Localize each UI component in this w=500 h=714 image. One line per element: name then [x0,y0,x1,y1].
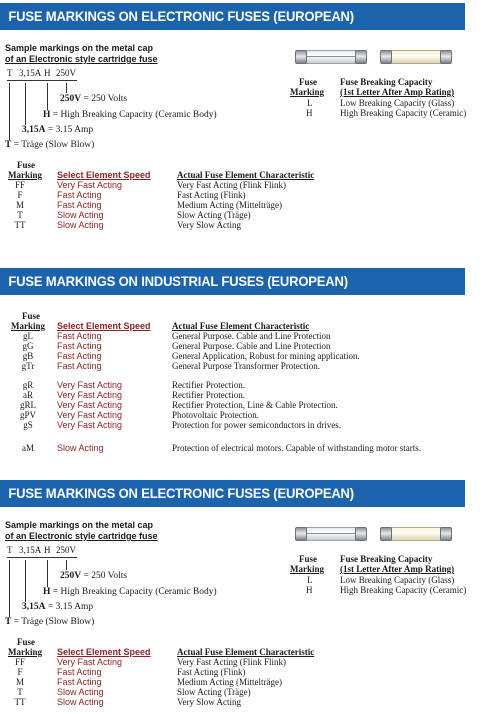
legend-amp-text: = 3.15 Amp [47,602,94,612]
table-row-speed: Slow Acting [57,443,104,453]
table-row-speed: Slow Acting [57,210,104,220]
table-row-characteristic: Rectifier Protection, Line & Cable Protection. [172,400,338,410]
table-row-speed: Very Fast Acting [57,380,123,390]
sample-heading-line2: of an Electronic style cartridge fuse [5,531,158,541]
table-row-characteristic: Photovoltaic Protection. [172,410,259,420]
legend-t-text: = Träge (Slow Blow) [13,617,95,627]
table-row-speed: Very Fast Acting [57,657,123,667]
capacity-row-desc: High Breaking Capacity (Ceramic) [340,585,467,595]
capacity-header-title: Fuse Breaking Capacity [340,77,433,87]
legend-h-code: H [43,110,51,120]
table-row-speed: Fast Acting [57,677,102,687]
marking-code-t: T [7,68,13,78]
marking-code-t: T [7,545,13,555]
table-row-marking: gS [23,420,33,430]
table-row-speed: Very Fast Acting [57,180,123,190]
speed-header-marking: Marking [8,647,43,657]
table-row-characteristic: Fast Acting (Flink) [177,667,246,677]
table-row-characteristic: Fast Acting (Flink) [177,190,246,200]
capacity-row-marking: L [307,575,313,585]
table-row-characteristic: Very Slow Acting [177,697,241,707]
legend-amp-code: 3,15A [22,602,46,612]
marking-code-volt: 250V [56,545,76,555]
connector-volt [66,560,67,570]
ind-header-characteristic: Actual Fuse Element Characteristic [172,321,310,331]
table-row-speed: Fast Acting [57,331,102,341]
table-row-marking: gR [22,380,34,390]
speed-header-characteristic: Actual Fuse Element Characteristic [177,170,315,180]
legend-t-text: = Träge (Slow Blow) [13,140,95,150]
table-row-speed: Very Fast Acting [57,400,123,410]
table-row-characteristic: Very Fast Acting (Flink Flink) [177,180,287,190]
table-row-characteristic: General Purpose. Cable and Line Protection [172,331,331,341]
connector-amp [25,560,26,602]
table-row-marking: gTr [21,361,35,371]
table-row-speed: Very Fast Acting [57,420,123,430]
section-banner-industrial: FUSE MARKINGS ON INDUSTRIAL FUSES (EUROPEAN) [0,268,465,295]
table-row-characteristic: Rectifier Protection. [172,390,245,400]
table-row-speed: Very Fast Acting [57,410,123,420]
table-row-characteristic: Very Fast Acting (Flink Flink) [177,657,287,667]
capacity-header-subtitle: (1st Letter After Amp Rating) [340,87,455,97]
connector-t [9,560,10,617]
table-row-marking: gL [23,331,33,341]
table-row-marking: FF [14,657,25,667]
table-row-marking: FF [14,180,25,190]
legend-h-text: = High Breaking Capacity (Ceramic Body) [52,587,217,597]
marking-code-h: H [44,68,51,78]
table-row-speed: Fast Acting [57,200,102,210]
speed-header-speed: Select Element Speed [57,647,151,657]
capacity-row-marking: H [306,108,313,118]
ind-header-marking: Marking [11,321,46,331]
capacity-header-marking: Marking [290,564,325,574]
table-row-marking: aM [22,443,34,453]
capacity-row-desc: Low Breaking Capacity (Glass) [340,575,455,585]
speed-header-characteristic: Actual Fuse Element Characteristic [177,647,315,657]
legend-amp-text: = 3.15 Amp [47,125,94,135]
table-row-marking: aR [23,390,33,400]
table-row-marking: gRL [19,400,36,410]
capacity-row-marking: H [306,585,313,595]
speed-header-fuse: Fuse [17,637,35,647]
capacity-header-marking: Marking [290,87,325,97]
table-row-marking: gPV [19,410,36,420]
table-row-speed: Fast Acting [57,190,102,200]
legend-h-code: H [43,587,51,597]
legend-volt-code: 250V [60,94,82,104]
legend-t-code: T [5,617,12,627]
legend-h-text: = High Breaking Capacity (Ceramic Body) [52,110,217,120]
sample-heading-line1: Sample markings on the metal cap [5,520,154,530]
table-row-speed: Fast Acting [57,667,102,677]
table-row-speed: Slow Acting [57,220,104,230]
table-row-marking: gG [22,341,34,351]
table-row-characteristic: General Purpose Transformer Protection. [172,361,320,371]
table-row-characteristic: Rectifier Protection. [172,380,245,390]
capacity-header-subtitle: (1st Letter After Amp Rating) [340,564,455,574]
ind-header-speed: Select Element Speed [57,321,151,331]
table-row-speed: Fast Acting [57,361,102,371]
capacity-row-marking: L [307,98,313,108]
table-row-characteristic: Very Slow Acting [177,220,241,230]
capacity-row-desc: Low Breaking Capacity (Glass) [340,98,455,108]
connector-volt [66,83,67,93]
table-row-speed: Very Fast Acting [57,390,123,400]
table-row-characteristic: Slow Acting (Träge) [177,687,251,697]
legend-t-code: T [5,140,12,150]
marking-code-amp: 3,15A [19,545,42,555]
table-row-marking: T [17,210,23,220]
capacity-header-title: Fuse Breaking Capacity [340,554,433,564]
connector-amp [25,83,26,125]
table-row-speed: Slow Acting [57,697,104,707]
marking-code-h: H [44,545,51,555]
marking-underline [7,557,77,558]
legend-amp-code: 3,15A [22,125,46,135]
section-banner-electronic: FUSE MARKINGS ON ELECTRONIC FUSES (EUROPEAN) [0,3,465,30]
table-row-characteristic: Slow Acting (Träge) [177,210,251,220]
marking-code-amp: 3,15A [19,68,42,78]
speed-header-fuse: Fuse [17,160,35,170]
table-row-marking: TT [14,220,26,230]
table-row-characteristic: Protection of electrical motors. Capable of withstanding motor starts. [172,443,421,453]
legend-volt-text: = 250 Volts [83,94,128,104]
table-row-characteristic: Medium Acting (Mittelträge) [177,200,282,210]
connector-h [47,83,48,110]
connector-h [47,560,48,587]
table-row-marking: M [15,677,24,687]
speed-header-marking: Marking [8,170,43,180]
sample-heading-line1: Sample markings on the metal cap [5,43,154,53]
marking-underline [7,80,77,81]
capacity-row-desc: High Breaking Capacity (Ceramic) [340,108,467,118]
sample-heading-line2: of an Electronic style cartridge fuse [5,54,158,64]
table-row-speed: Fast Acting [57,341,102,351]
marking-code-volt: 250V [56,68,76,78]
ind-header-fuse: Fuse [22,311,40,321]
table-row-marking: T [17,687,23,697]
table-row-speed: Slow Acting [57,687,104,697]
table-row-marking: TT [14,697,26,707]
capacity-header-fuse: Fuse [299,77,317,87]
table-row-marking: gB [22,351,34,361]
table-row-characteristic: General Application, Robust for mining application. [172,351,360,361]
table-row-marking: F [17,190,23,200]
connector-t [9,83,10,140]
table-row-marking: M [15,200,24,210]
section-banner-electronic-repeat: FUSE MARKINGS ON ELECTRONIC FUSES (EUROPEAN) [0,480,465,507]
legend-volt-code: 250V [60,571,82,581]
capacity-header-fuse: Fuse [299,554,317,564]
table-row-characteristic: Medium Acting (Mittelträge) [177,677,282,687]
speed-header-speed: Select Element Speed [57,170,151,180]
table-row-characteristic: General Purpose. Cable and Line Protection [172,341,331,351]
table-row-characteristic: Protection for power semiconductors in drives. [172,420,341,430]
table-row-speed: Fast Acting [57,351,102,361]
legend-volt-text: = 250 Volts [83,571,128,581]
table-row-marking: F [17,667,23,677]
